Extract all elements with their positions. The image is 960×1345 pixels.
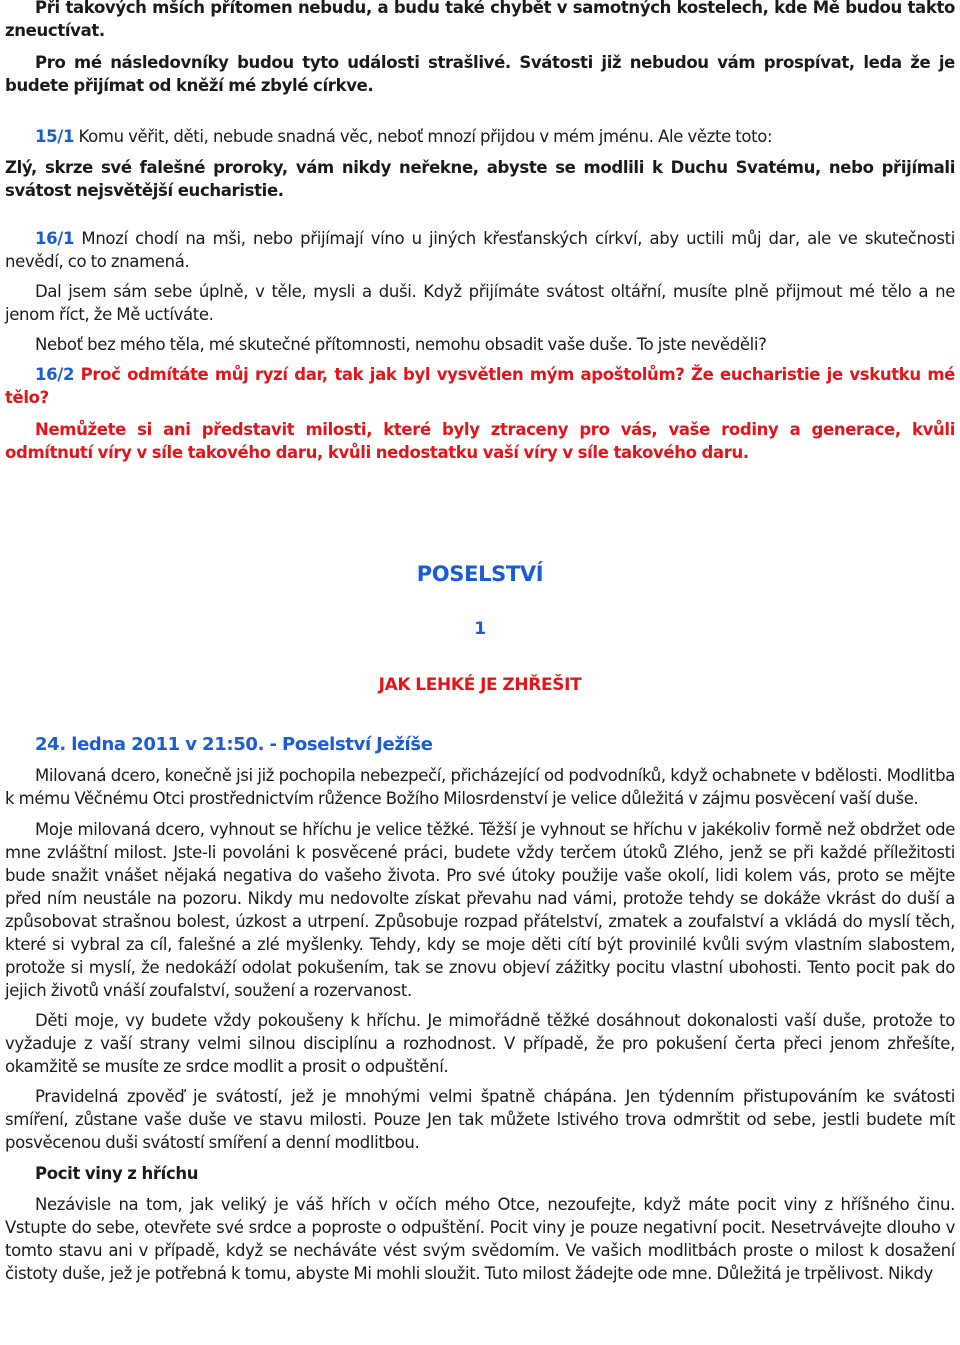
- paragraph-beloved-daughter: Milovaná dcero, konečně jsi již pochopila nebezpečí, přicházející od podvodníků, když ochabnete v bdělosti. Modlitba k mému Věčnému Otci prostřednictvím růžence Božího Milosrdenství je velice důležitá v zájmu posvěcení vaší duše.: [5, 766, 955, 808]
- paragraph-16-1: [5, 227, 955, 273]
- verse-text: Proč odmítáte můj ryzí dar, tak jak byl vysvětlen mým apoštolům? Že eucharistie je vskutku mé tělo?: [5, 365, 955, 407]
- paragraph-guilt: Nezávisle na tom, jak veliký je váš hřích v očích mého Otce, nezoufejte, když máte pocit viny z hříšného činu. Vstupte do sebe, otevřete své srdce a poproste o odpuštění. Pocit viny je pouze negativní pocit. Nesetrvávejte dlouho v tomto stavu ani v případě, když se necháváte vést svým svědomím. Ve vašich modlitbách proste o milost k dosažení čistoty duše, jež je potřebná k tomu, abyste Mi mohli sloužit. Tuto milost žádejte ode mne. Důležitá je trpělivost. Nikdy: [5, 1195, 955, 1283]
- verse-ref: 16/1: [35, 229, 75, 248]
- paragraph-16-2: [5, 363, 955, 409]
- paragraph-avoid-sin: Moje milovaná dcero, vyhnout se hříchu je velice těžké. Těžší je vyhnout se hříchu v jakékoliv formě než obdržet ode mne zvláštní milost. Jste-li povoláni k posvěcené práci, budete vždy terčem útoků Zlého, jenž se při každé příležitosti bude snažit vnášet nějaká negativa do vašeho života. Pro své útoky použije vaše okolí, lidi kolem vás, proto se mějte před ním neustále na pozoru. Nikdy mu nedovolte získat převahu nad vámi, protože tehdy se dokáže vkrást do duší a způsobovat strašnou bolest, úzkost a utrpení. Způsobuje rozpad přátelství, zmatek a zoufalství a vkládá do myslí těch, které si vybral za cíl, falešné a zlé myšlenky. Tehdy, kdy se moje děti cítí být provinilé kvůli svým vlastním slabostem, protože si myslí, že nedokáží odolat pokušením, tak se znovu objeví zážitky pocitu vlastní ubohosti. Tento pocit pak do jejich životů vnáší zoufalství, soužení a rozervanost.: [5, 820, 955, 1000]
- verse-ref: 16/2: [35, 365, 75, 384]
- paragraph-intro: Při takových mších přítomen nebudu, a budu také chybět v samotných kostelech, kde Mě budou takto zneuctívat.: [5, 0, 955, 40]
- paragraph-15-1: [5, 125, 955, 148]
- paragraph-evil-one: Zlý, skrze své falešné proroky, vám nikdy neřekne, abyste se modlili k Duchu Svatému, nebo přijímali svátost nejsvětější eucharistie.: [5, 158, 955, 200]
- section-title: POSELSTVÍ: [416, 562, 544, 586]
- paragraph-gave-myself: Dal jsem sám sebe úplně, v těle, mysli a duši. Když přijímáte svátost oltářní, musíte plně přijmout mé tělo a ne jenom říct, že Mě uctíváte.: [5, 282, 955, 324]
- message-date: 24. ledna 2011 v 21:50. - Poselství Ježíše: [35, 734, 433, 755]
- verse-text: Mnozí chodí na mši, nebo přijímají víno u jiných křesťanských církví, aby uctili můj dar, ale ve skutečnosti nevědí, co to znamená.: [5, 229, 955, 271]
- paragraph-temptation: Děti moje, vy budete vždy pokoušeny k hříchu. Je mimořádně těžké dosáhnout dokonalosti vaší duše, protože to vyžaduje z vaší strany velmi silnou disciplínu a rozhodnost. V případě, že pro pokušení čerta přeci jenom zhřešíte, okamžitě se musíte ze srdce modlit a prosit o odpuštění.: [5, 1011, 955, 1076]
- paragraph-real-presence: Neboť bez mého těla, mé skutečné přítomnosti, nemohu obsadit vaše duše. To jste nevěděli?: [35, 335, 767, 354]
- paragraph-lost-graces: Nemůžete si ani představit milosti, které byly ztraceny pro vás, vaše rodiny a generace, kvůli odmítnutí víry v síle takového daru, kvůli nedostatku vaší víry v síle takového daru.: [5, 420, 955, 462]
- paragraph-confession: Pravidelná zpověď je svátostí, jež je mnohými velmi špatně chápána. Jen týdenním přistupováním ke svátosti smíření, zůstane vaše duše ve stavu milosti. Pouze Jen tak můžete lstivého trova odmrštit od sebe, jestli budete mít posvěcenou duši svátostí smíření a denní modlitbou.: [5, 1087, 955, 1152]
- paragraph-warning: Pro mé následovníky budou tyto události strašlivé. Svátosti již nebudou vám prospívat, leda že je budete přijímat od kněží mé zbylé církve.: [5, 53, 955, 95]
- message-number: 1: [474, 619, 486, 639]
- verse-ref: 15/1: [35, 127, 75, 146]
- subheading-guilt: Pocit viny z hříchu: [35, 1164, 199, 1183]
- message-title: JAK LEHKÉ JE ZHŘEŠIT: [378, 675, 582, 695]
- verse-text: Komu věřit, děti, nebude snadná věc, neboť mnozí přijdou v mém jménu. Ale vězte toto:: [74, 127, 773, 146]
